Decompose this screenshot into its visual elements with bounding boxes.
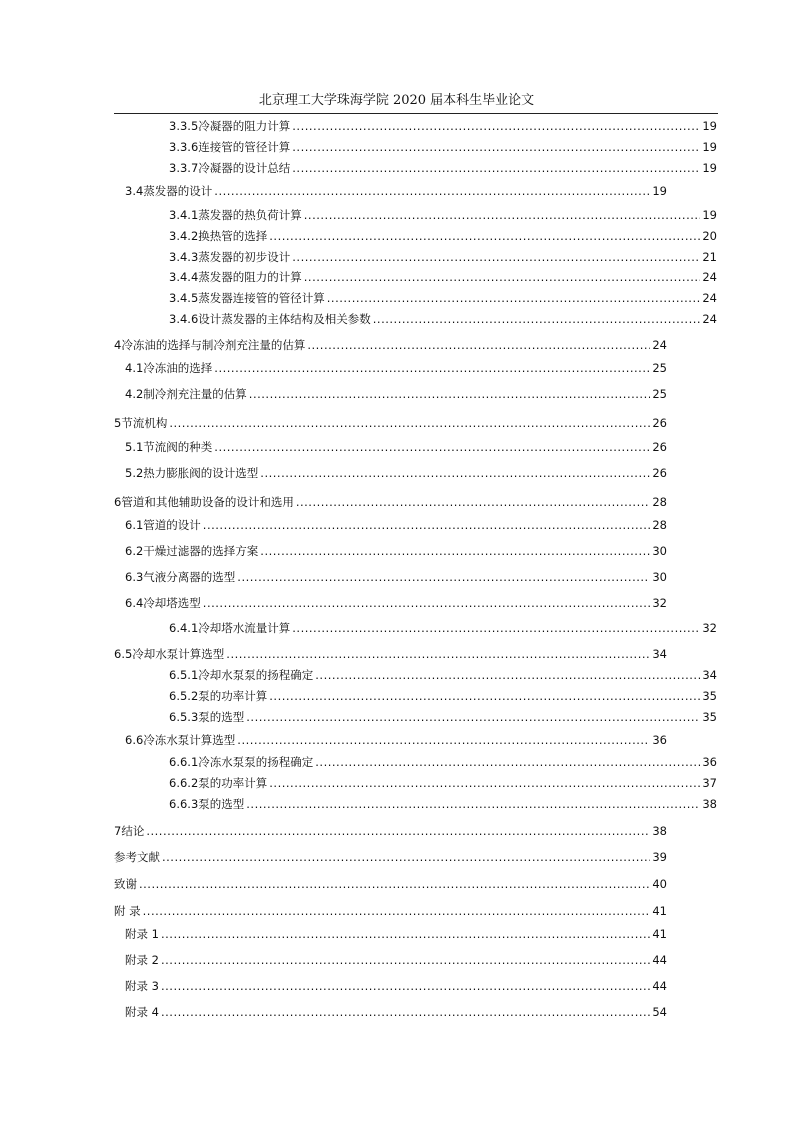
dot-leader: [292, 248, 700, 266]
toc-number: 6.1: [125, 518, 144, 532]
toc-entry-appendix-1[interactable]: [125, 925, 667, 943]
toc-page-number: 24: [702, 270, 717, 284]
toc-page-number: 19: [652, 184, 667, 198]
toc-title: 泵的选型: [198, 797, 245, 811]
toc-number: 6: [114, 495, 122, 509]
toc-page-number: 19: [702, 119, 717, 133]
toc-entry-3-4-5[interactable]: [169, 289, 717, 307]
toc-page-number: 54: [652, 1005, 667, 1019]
toc-page-number: 44: [652, 979, 667, 993]
toc-number: 3.4.6: [169, 312, 199, 326]
toc-number: 6.5.2: [169, 689, 199, 703]
toc-number: 4.1: [125, 361, 144, 375]
toc-page-number: 39: [652, 850, 667, 864]
toc-title: 参考文献: [114, 850, 160, 864]
toc-entry-5-2[interactable]: [125, 464, 667, 482]
toc-page-number: 24: [702, 312, 717, 326]
toc-page-number: 34: [702, 668, 717, 682]
toc-title: 蒸发器的阻力的计算: [198, 270, 302, 284]
toc-title: 附录 2: [125, 953, 159, 967]
toc-page-number: 44: [652, 953, 667, 967]
toc-page-number: 25: [652, 361, 667, 375]
toc-entry-6-6-3[interactable]: [169, 795, 717, 813]
toc-number: 5.2: [125, 466, 144, 480]
toc-entry-5-1[interactable]: [125, 438, 667, 456]
dot-leader: [203, 516, 651, 534]
toc-entry-acknowledgements[interactable]: [114, 875, 667, 893]
toc-page-number: 35: [702, 689, 717, 703]
toc-title: 冷却水泵计算选型: [132, 647, 225, 661]
toc-page-number: 30: [652, 544, 667, 558]
toc-entry-7[interactable]: [114, 822, 667, 840]
toc-entry-3-4[interactable]: [125, 182, 667, 200]
toc-number: 4.2: [125, 387, 144, 401]
dot-leader: [269, 687, 700, 705]
toc-title: 蒸发器的初步设计: [198, 250, 291, 264]
toc-title: 附录 1: [125, 927, 159, 941]
toc-title: 蒸发器的设计: [143, 184, 213, 198]
toc-number: 3.4: [125, 184, 144, 198]
toc-entry-6-5-3[interactable]: [169, 708, 717, 726]
toc-page-number: 21: [702, 250, 717, 264]
dot-leader: [292, 619, 700, 637]
toc-number: 6.6.1: [169, 755, 199, 769]
toc-title: 结论: [121, 824, 145, 838]
toc-entry-3-3-7[interactable]: [169, 159, 717, 177]
toc-title: 管道的设计: [143, 518, 201, 532]
dot-leader: [214, 359, 650, 377]
toc-page-number: 24: [652, 338, 667, 352]
dot-leader: [307, 336, 650, 354]
toc-entry-appendix[interactable]: [114, 902, 667, 920]
toc-number: 3.4.4: [169, 270, 199, 284]
toc-title: 节流机构: [121, 416, 168, 430]
toc-page-number: 32: [652, 596, 667, 610]
toc-entry-3-3-6[interactable]: [169, 138, 717, 156]
toc-entry-6-4-1[interactable]: [169, 619, 717, 637]
toc-number: 6.6.3: [169, 797, 199, 811]
toc-page-number: 38: [652, 824, 667, 838]
toc-page-number: 36: [702, 755, 717, 769]
toc-page-number: 30: [652, 570, 667, 584]
dot-leader: [214, 438, 650, 456]
toc-title: 热力膨胀阀的设计选型: [143, 466, 259, 480]
dot-leader: [237, 568, 650, 586]
toc-title: 冷却塔水流量计算: [198, 621, 291, 635]
dot-leader: [315, 666, 700, 684]
toc-number: 3.4.2: [169, 229, 199, 243]
toc-entry-6-6-2[interactable]: [169, 774, 717, 792]
toc-title: 冷冻油的选择与制冷剂充注量的估算: [121, 338, 306, 352]
toc-page-number: 36: [652, 733, 667, 747]
dot-leader: [296, 493, 651, 511]
toc-number: 5.1: [125, 440, 144, 454]
dot-leader: [246, 708, 700, 726]
toc-entry-appendix-4[interactable]: [125, 1003, 667, 1021]
toc-number: 3.4.3: [169, 250, 199, 264]
dot-leader: [304, 206, 701, 224]
toc-title: 泵的功率计算: [198, 689, 268, 703]
toc-page-number: 20: [702, 229, 717, 243]
toc-entry-6-5-2[interactable]: [169, 687, 717, 705]
dot-leader: [292, 159, 700, 177]
toc-entry-6-5-1[interactable]: [169, 666, 717, 684]
toc-page-number: 35: [702, 710, 717, 724]
header-divider: [114, 113, 718, 114]
toc-entry-6-2[interactable]: [125, 542, 667, 560]
toc-page-number: 26: [652, 440, 667, 454]
dot-leader: [260, 542, 650, 560]
toc-number: 6.6.2: [169, 776, 199, 790]
toc-entry-6-6-1[interactable]: [169, 753, 717, 771]
toc-title: 冷冻水泵泵的扬程确定: [198, 755, 314, 769]
toc-title: 冷冻油的选择: [143, 361, 213, 375]
toc-entry-6-3[interactable]: [125, 568, 667, 586]
toc-title: 干燥过滤器的选择方案: [143, 544, 259, 558]
toc-number: 3.3.6: [169, 140, 199, 154]
toc-number: 6.4: [125, 596, 144, 610]
toc-entry-3-4-2[interactable]: [169, 227, 717, 245]
dot-leader: [161, 977, 650, 995]
toc-title: 气液分离器的选型: [143, 570, 236, 584]
dot-leader: [249, 385, 651, 403]
dot-leader: [292, 138, 700, 156]
toc-number: 6.5.1: [169, 668, 199, 682]
toc-entry-3-4-1[interactable]: [169, 206, 717, 224]
toc-title: 冷冻水泵计算选型: [143, 733, 236, 747]
toc-number: 6.5.3: [169, 710, 199, 724]
dot-leader: [304, 268, 701, 286]
toc-page-number: 19: [702, 140, 717, 154]
toc-page-number: 26: [652, 416, 667, 430]
toc-entry-3-4-4[interactable]: [169, 268, 717, 286]
toc-number: 6.2: [125, 544, 144, 558]
toc-entry-6-1[interactable]: [125, 516, 667, 534]
toc-number: 3.4.5: [169, 291, 199, 305]
toc-page-number: 24: [702, 291, 717, 305]
dot-leader: [315, 753, 700, 771]
toc-number: 3.3.7: [169, 161, 199, 175]
dot-leader: [269, 774, 700, 792]
toc-title: 附录 4: [125, 1005, 159, 1019]
toc-page-number: 34: [652, 647, 667, 661]
toc-page-number: 32: [702, 621, 717, 635]
toc-page-number: 38: [702, 797, 717, 811]
toc-page-number: 37: [702, 776, 717, 790]
toc-entry-5[interactable]: [114, 414, 667, 432]
toc-title: 连接管的管径计算: [198, 140, 291, 154]
dot-leader: [161, 951, 650, 969]
toc-title: 节流阀的种类: [143, 440, 213, 454]
dot-leader: [226, 645, 650, 663]
toc-entry-3-4-3[interactable]: [169, 248, 717, 266]
toc-number: 3.4.1: [169, 208, 199, 222]
toc-title: 致谢: [114, 877, 137, 891]
toc-title: 附 录: [114, 904, 141, 918]
toc-entry-6-6[interactable]: [125, 731, 667, 749]
toc-number: 4: [114, 338, 122, 352]
dot-leader: [161, 1003, 650, 1021]
toc-title: 管道和其他辅助设备的设计和选用: [121, 495, 294, 509]
toc-number: 7: [114, 824, 122, 838]
toc-page-number: 40: [652, 877, 667, 891]
toc-entry-6-5[interactable]: [114, 645, 667, 663]
dot-leader: [246, 795, 700, 813]
toc-entry-4[interactable]: [114, 336, 667, 354]
dot-leader: [260, 464, 650, 482]
toc-title: 附录 3: [125, 979, 159, 993]
toc-page-number: 25: [652, 387, 667, 401]
dot-leader: [327, 289, 701, 307]
toc-entry-3-3-5[interactable]: [169, 117, 717, 135]
toc-title: 换热管的选择: [198, 229, 268, 243]
toc-page-number: 41: [652, 904, 667, 918]
toc-entry-3-4-6[interactable]: [169, 310, 717, 328]
dot-leader: [237, 731, 650, 749]
dot-leader: [203, 594, 651, 612]
page-header: 北京理工大学珠海学院 2020 届本科生毕业论文: [258, 93, 535, 108]
toc-entry-references[interactable]: [114, 848, 667, 866]
toc-title: 冷凝器的设计总结: [198, 161, 291, 175]
toc-entry-6[interactable]: [114, 493, 667, 511]
toc-entry-appendix-3[interactable]: [125, 977, 667, 995]
toc-number: 6.3: [125, 570, 144, 584]
dot-leader: [161, 925, 650, 943]
dot-leader: [292, 117, 700, 135]
dot-leader: [214, 182, 650, 200]
dot-leader: [162, 848, 650, 866]
toc-title: 制冷剂充注量的估算: [143, 387, 247, 401]
toc-entry-4-1[interactable]: [125, 359, 667, 377]
toc-title: 蒸发器连接管的管径计算: [198, 291, 325, 305]
toc-page-number: 26: [652, 466, 667, 480]
toc-number: 5: [114, 416, 122, 430]
toc-page-number: 41: [652, 927, 667, 941]
toc-title: 冷凝器的阻力计算: [198, 119, 291, 133]
toc-page-number: 28: [652, 495, 667, 509]
dot-leader: [139, 875, 650, 893]
toc-title: 冷却塔选型: [143, 596, 201, 610]
toc-number: 3.3.5: [169, 119, 199, 133]
toc-page-number: 19: [702, 208, 717, 222]
dot-leader: [143, 902, 651, 920]
toc-entry-appendix-2[interactable]: [125, 951, 667, 969]
toc-number: 6.6: [125, 733, 144, 747]
toc-page-number: 28: [652, 518, 667, 532]
toc-title: 蒸发器的热负荷计算: [198, 208, 302, 222]
dot-leader: [373, 310, 701, 328]
dot-leader: [269, 227, 700, 245]
toc-title: 泵的选型: [198, 710, 245, 724]
toc-title: 泵的功率计算: [198, 776, 268, 790]
dot-leader: [169, 414, 650, 432]
toc-title: 冷却水泵泵的扬程确定: [198, 668, 314, 682]
toc-title: 设计蒸发器的主体结构及相关参数: [198, 312, 371, 326]
dot-leader: [146, 822, 650, 840]
toc-entry-4-2[interactable]: [125, 385, 667, 403]
toc-entry-6-4[interactable]: [125, 594, 667, 612]
toc-number: 6.4.1: [169, 621, 199, 635]
toc-page-number: 19: [702, 161, 717, 175]
toc-number: 6.5: [114, 647, 133, 661]
